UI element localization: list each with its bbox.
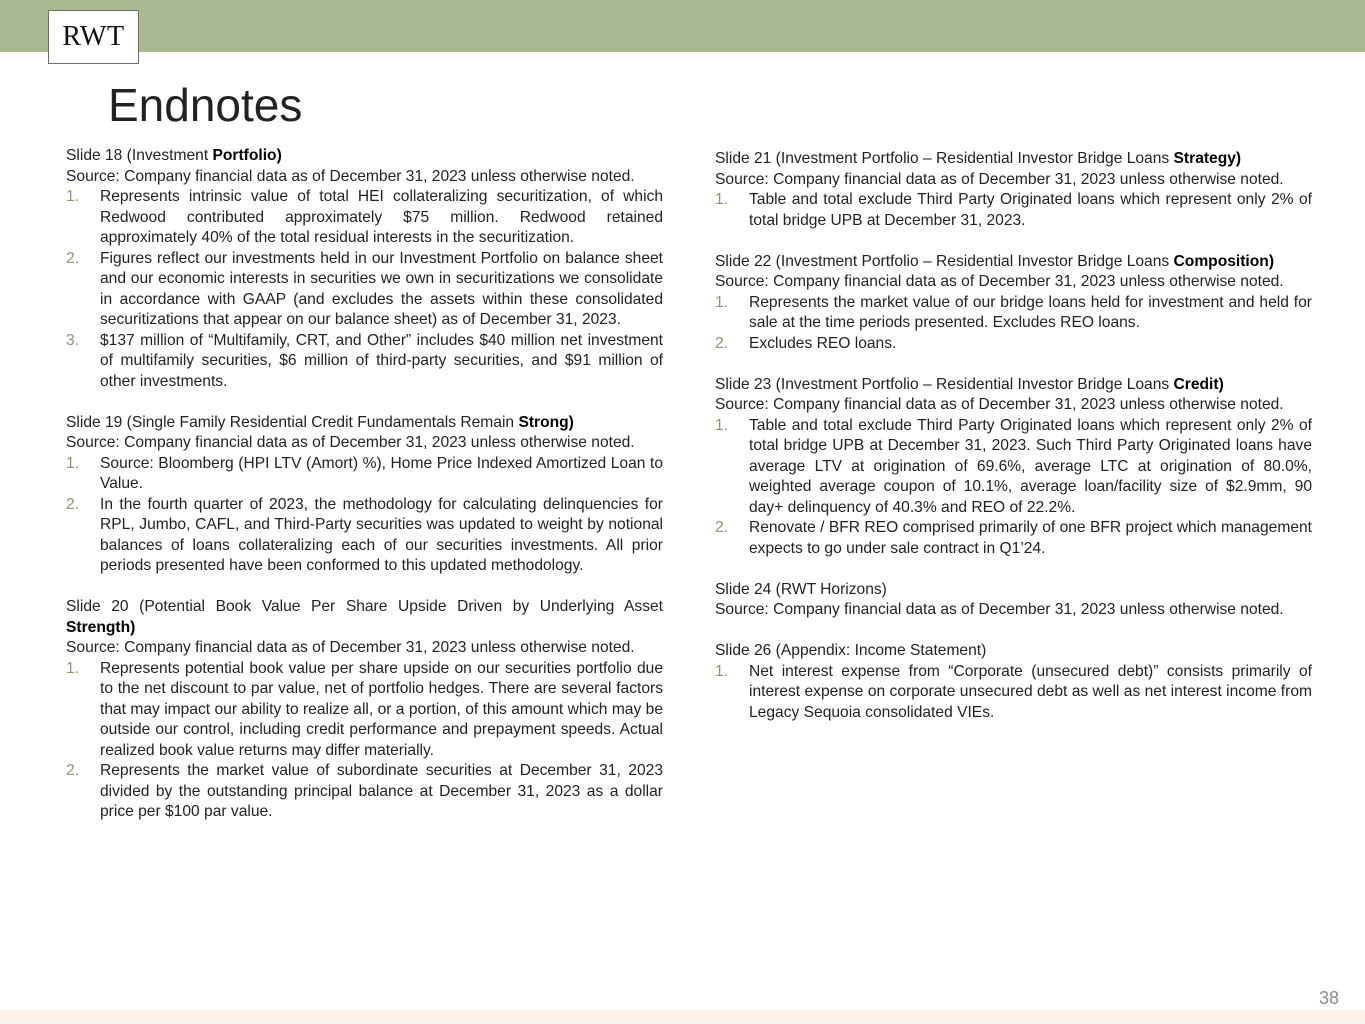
endnote-text: Excludes REO loans. — [749, 334, 897, 352]
section-source: Source: Company financial data as of December 31, 2023 unless otherwise noted. — [715, 170, 1284, 188]
endnote-item — [715, 190, 1312, 231]
section-source: Source: Company financial data as of December 31, 2023 unless otherwise noted. — [715, 601, 1284, 618]
endnote-section — [66, 146, 663, 392]
endnote-number: 1. — [715, 191, 729, 208]
endnote-item — [66, 659, 663, 762]
section-heading — [715, 252, 1312, 273]
section-heading-bold: Portfolio) — [212, 147, 282, 164]
endnote-section — [715, 252, 1312, 355]
endnote-item — [66, 249, 663, 331]
endnote-list — [66, 187, 663, 392]
endnote-item — [715, 334, 1312, 355]
endnote-number: 1. — [66, 188, 80, 205]
endnote-number: 1. — [715, 416, 729, 434]
endnote-text: Table and total exclude Third Party Originated loans which represent only 2% of total bridge UPB at December 31, 2023. Such Third Party Originated loans have average LTV at origination of 69.6%, average LTC at origination of 80.0%, weighted average coupon of 10.1%, average loan/facility size of $2.9mm, 90 day+ delinquency of 40.3% and REO of 22.2%. — [749, 416, 1312, 516]
endnote-item — [66, 454, 663, 495]
section-source: Source: Company financial data as of December 31, 2023 unless otherwise noted. — [66, 639, 635, 656]
endnote-item — [66, 187, 663, 249]
section-heading-text: Slide 26 (Appendix: Income Statement) — [715, 642, 987, 659]
endnote-section — [715, 149, 1312, 231]
section-heading — [66, 413, 663, 434]
endnote-item — [715, 293, 1312, 334]
endnote-text: Represents the market value of subordinate securities at December 31, 2023 divided by the outstanding principal balance at December 31, 2023 as a dollar price per $100 par value. — [100, 762, 663, 820]
section-heading — [66, 146, 663, 167]
endnote-item — [66, 761, 663, 823]
section-heading-bold: Credit) — [1173, 375, 1224, 393]
section-source: Source: Company financial data as of December 31, 2023 unless otherwise noted. — [715, 396, 1284, 413]
rwt-logo: RWT — [48, 10, 139, 64]
section-heading-text: Slide 18 (Investment — [66, 147, 213, 164]
endnote-number: 1. — [715, 293, 729, 311]
endnote-section — [715, 375, 1312, 560]
left-column — [66, 146, 663, 843]
endnote-text: Figures reflect our investments held in our Investment Portfolio on balance sheet and our economic interests in securities we own in securitizations we consolidate in accordance with GAAP (and excludes the assets within these consolidated securitizations that appear on our balance sheet) as of December 31, 2023. — [100, 249, 663, 328]
right-column — [715, 149, 1312, 744]
section-heading — [715, 641, 1312, 662]
section-heading-text: Slide 24 (RWT Horizons) — [715, 580, 887, 598]
endnote-number: 1. — [66, 659, 80, 677]
endnote-text: Table and total exclude Third Party Originated loans which represent only 2% of total bridge UPB at December 31, 2023. — [749, 191, 1312, 229]
section-heading-text: Slide 23 (Investment Portfolio – Residential Investor Bridge Loans — [715, 375, 1174, 393]
section-heading-bold: Composition) — [1173, 252, 1275, 270]
endnote-section — [715, 580, 1312, 621]
endnote-list — [715, 416, 1312, 560]
section-heading-text: Slide 22 (Investment Portfolio – Residential Investor Bridge Loans — [715, 252, 1174, 270]
section-heading — [715, 375, 1312, 396]
endnote-section — [715, 641, 1312, 723]
endnote-list — [66, 454, 663, 577]
endnote-number: 2. — [66, 249, 80, 267]
endnote-list — [715, 293, 1312, 355]
endnote-list — [715, 190, 1312, 231]
endnote-item — [715, 518, 1312, 559]
endnote-text: In the fourth quarter of 2023, the methodology for calculating delinquencies for RPL, Jumbo, CAFL, and Third-Party securities was updated to weight by notional balances of loans collateralizing each of our securities investments. All prior periods presented have been conformed to this updated methodology. — [100, 495, 663, 574]
section-source: Source: Company financial data as of December 31, 2023 unless otherwise noted. — [66, 167, 635, 185]
endnote-item — [66, 495, 663, 577]
endnote-number: 2. — [715, 519, 729, 536]
endnote-text: Net interest expense from “Corporate (unsecured debt)” consists primarily of interest expense on corporate unsecured debt as well as net interest income from Legacy Sequoia consolidated VIEs. — [749, 662, 1312, 721]
section-heading-bold: Strong) — [518, 413, 574, 431]
endnote-number: 2. — [66, 762, 80, 779]
endnote-text: Renovate / BFR REO comprised primarily of one BFR project which management expects to go under sale contract in Q1’24. — [749, 519, 1312, 557]
endnote-section — [66, 597, 663, 823]
page-title: Endnotes — [108, 79, 303, 131]
endnote-text: $137 million of “Multifamily, CRT, and Other” includes $40 million net investment of multifamily securities, $6 million of third-party securities, and $91 million of other investments. — [100, 331, 663, 390]
endnote-number: 2. — [66, 495, 80, 513]
section-heading-bold: Strategy) — [1173, 150, 1242, 167]
endnote-number: 2. — [715, 334, 729, 352]
endnote-item — [66, 331, 663, 393]
endnote-text: Represents potential book value per share upside on our securities portfolio due to the net discount to par value, net of portfolio hedges. There are several factors that may impact our ability to realize all, or a portion, of this amount which may be outside our control, including credit performance and prepayment speeds. Actual realized book value returns may differ materially. — [100, 659, 663, 759]
page-number: 38 — [1318, 988, 1339, 1008]
section-heading-text: Slide 19 (Single Family Residential Credit Fundamentals Remain — [66, 413, 519, 431]
endnote-section — [66, 413, 663, 577]
section-heading-text: Slide 21 (Investment Portfolio – Residential Investor Bridge Loans — [715, 150, 1174, 167]
endnote-number: 3. — [66, 331, 80, 349]
endnote-item — [715, 662, 1312, 724]
endnote-text: Represents the market value of our bridge loans held for investment and held for sale at the time periods presented. Excludes REO loans. — [749, 293, 1312, 331]
section-heading — [715, 149, 1312, 170]
endnote-text: Represents intrinsic value of total HEI collateralizing securitization, of which Redwood contributed approximately $75 million. Redwood retained approximately 40% of the total residual interests in the securitization. — [100, 188, 663, 246]
section-heading — [66, 597, 663, 638]
section-heading-bold: Strength) — [66, 618, 136, 636]
endnote-number: 1. — [715, 662, 729, 680]
header-bar — [0, 0, 1365, 52]
footer-strip — [0, 1010, 1365, 1024]
endnote-list — [715, 662, 1312, 724]
section-source: Source: Company financial data as of December 31, 2023 unless otherwise noted. — [715, 273, 1284, 290]
section-heading — [715, 580, 1312, 601]
section-source: Source: Company financial data as of December 31, 2023 unless otherwise noted. — [66, 434, 635, 451]
endnote-list — [66, 659, 663, 823]
section-heading-text: Slide 20 (Potential Book Value Per Share Upside Driven by Underlying Asset — [66, 598, 663, 615]
endnote-text: Source: Bloomberg (HPI LTV (Amort) %), Home Price Indexed Amortized Loan to Value. — [100, 454, 663, 492]
endnote-item — [715, 416, 1312, 519]
endnote-number: 1. — [66, 454, 80, 472]
